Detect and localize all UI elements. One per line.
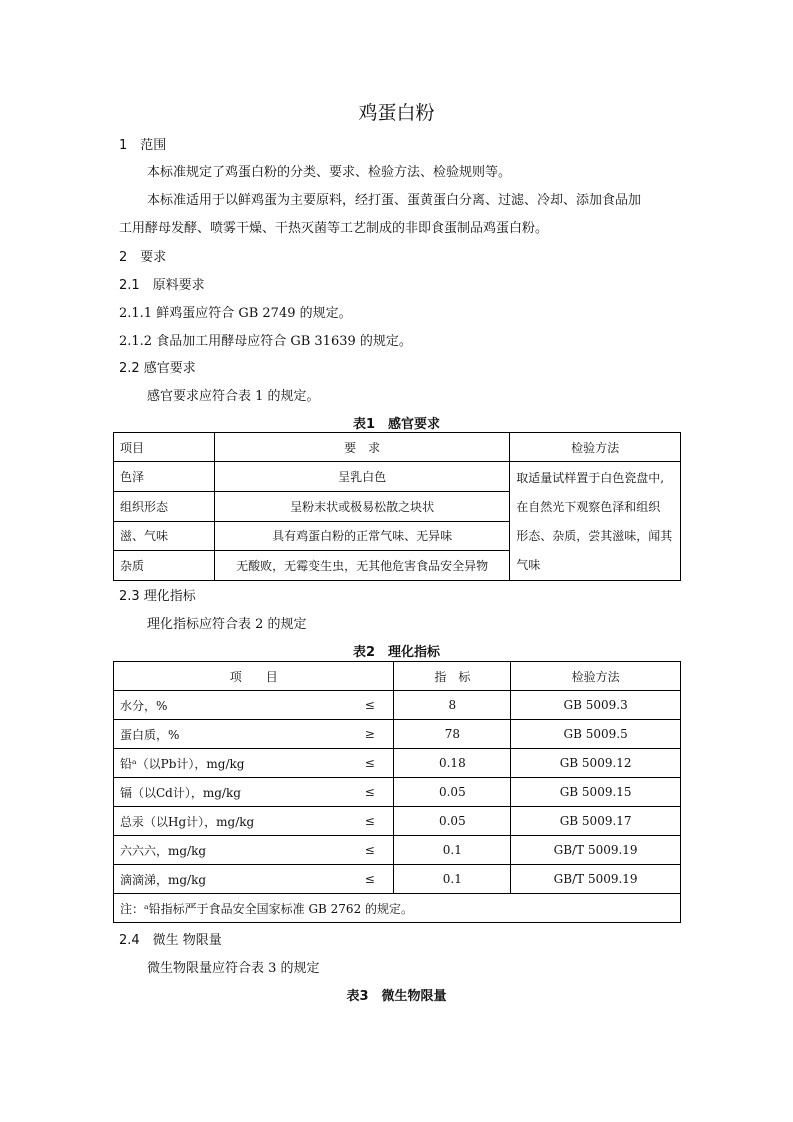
section-2-1-heading: 2.1 原料要求 (119, 278, 205, 293)
table-cell: GB 5009.12 (511, 749, 681, 778)
table-cell: 0.18 (394, 749, 511, 778)
table-cell: 呈粉末状或极易松散之块状 (214, 491, 509, 521)
table-cell: 杂质 (114, 551, 215, 581)
method-line: 气味 (516, 558, 541, 572)
table-cell: GB 5009.3 (511, 691, 681, 720)
relation-symbol: ≤ (346, 836, 394, 865)
section-2-4-heading: 2.4 微生 物限量 (119, 933, 222, 948)
table-cell: 78 (394, 720, 511, 749)
table-header-cell: 项 目 (114, 662, 394, 691)
table-header-cell: 检验方法 (511, 662, 681, 691)
table-cell: GB/T 5009.19 (511, 836, 681, 865)
table-cell: GB 5009.17 (511, 807, 681, 836)
method-line: 形态、杂质，尝其滋味，闻其 (516, 529, 673, 543)
relation-symbol: ≤ (346, 865, 394, 894)
table-cell: 六六六，mg/kg (114, 836, 347, 865)
table-cell: 水分，% (114, 691, 347, 720)
table-row (114, 720, 681, 749)
table-cell: 总汞（以Hg计），mg/kg (114, 807, 347, 836)
table-note-row (114, 894, 681, 923)
table-header-row (114, 433, 681, 462)
table-row (114, 836, 681, 865)
relation-symbol: ≤ (346, 778, 394, 807)
table-cell: 无酸败，无霉变生虫，无其他危害食品安全异物 (214, 551, 509, 581)
table-2-physicochemical (113, 661, 681, 923)
section-2-2-paragraph: 感官要求应符合表 1 的规定。 (147, 389, 320, 404)
table-row (114, 865, 681, 894)
table-cell: 0.1 (394, 836, 511, 865)
relation-symbol: ≤ (346, 807, 394, 836)
table-cell: 0.1 (394, 865, 511, 894)
table-1-method-cell (510, 462, 681, 581)
table-cell: GB 5009.15 (511, 778, 681, 807)
table-cell: 0.05 (394, 778, 511, 807)
section-1-paragraph-1: 本标准规定了鸡蛋白粉的分类、要求、检验方法、检验规则等。 (147, 165, 512, 180)
section-2-heading: 2 要求 (119, 250, 167, 265)
section-1-paragraph-2-line-1: 本标准适用于以鲜鸡蛋为主要原料，经打蛋、蛋黄蛋白分离、过滤、冷却、添加食品加 (147, 193, 642, 208)
section-2-3-heading: 2.3 理化指标 (119, 589, 196, 604)
table-cell: 0.05 (394, 807, 511, 836)
table-cell: GB/T 5009.19 (511, 865, 681, 894)
section-1-heading: 1 范围 (119, 138, 167, 153)
section-1-paragraph-2-line-2: 工用酵母发酵、喷雾干燥、干热灭菌等工艺制成的非即食蛋制品鸡蛋白粉。 (119, 221, 549, 236)
table-cell: 呈乳白色 (214, 462, 509, 492)
table-row (114, 749, 681, 778)
table-cell: GB 5009.5 (511, 720, 681, 749)
table-cell: 镉（以Cd计），mg/kg (114, 778, 347, 807)
relation-symbol: ≤ (346, 749, 394, 778)
table-header-cell: 检验方法 (510, 433, 681, 462)
table-cell: 滴滴涕，mg/kg (114, 865, 347, 894)
clause-2-1-1: 2.1.1 鲜鸡蛋应符合 GB 2749 的规定。 (119, 306, 352, 321)
table-cell: 滋、气味 (114, 521, 215, 551)
method-line: 取适量试样置于白色瓷盘中, (516, 471, 665, 485)
section-2-3-paragraph: 理化指标应符合表 2 的规定 (147, 617, 307, 632)
table-row (114, 462, 681, 492)
relation-symbol: ≥ (346, 720, 394, 749)
table-row (114, 807, 681, 836)
table-row (114, 778, 681, 807)
table-1-caption: 表1 感官要求 (352, 417, 441, 432)
table-cell: 具有鸡蛋白粉的正常气味、无异味 (214, 521, 509, 551)
table-cell: 铅ᵃ（以Pb计），mg/kg (114, 749, 347, 778)
table-cell: 蛋白质，% (114, 720, 347, 749)
table-2-caption: 表2 理化指标 (352, 645, 441, 660)
table-cell: 色泽 (114, 462, 215, 492)
table-2-note: 注：ᵃ铅指标严于食品安全国家标准 GB 2762 的规定。 (114, 894, 681, 923)
clause-2-1-2: 2.1.2 食品加工用酵母应符合 GB 31639 的规定。 (119, 334, 412, 349)
section-2-2-heading: 2.2 感官要求 (119, 361, 196, 376)
page-title: 鸡蛋白粉 (358, 102, 435, 124)
table-cell: 8 (394, 691, 511, 720)
table-header-row (114, 662, 681, 691)
relation-symbol: ≤ (346, 691, 394, 720)
section-2-4-paragraph: 微生物限量应符合表 3 的规定 (147, 961, 320, 976)
table-row (114, 691, 681, 720)
method-line: 在自然光下观察色泽和组织 (516, 500, 661, 514)
table-header-cell: 要 求 (214, 433, 509, 462)
table-cell: 组织形态 (114, 491, 215, 521)
table-header-cell: 项目 (114, 433, 215, 462)
table-header-cell: 指 标 (394, 662, 511, 691)
table-3-caption: 表3 微生物限量 (346, 989, 447, 1004)
table-1-sensory (113, 432, 681, 581)
